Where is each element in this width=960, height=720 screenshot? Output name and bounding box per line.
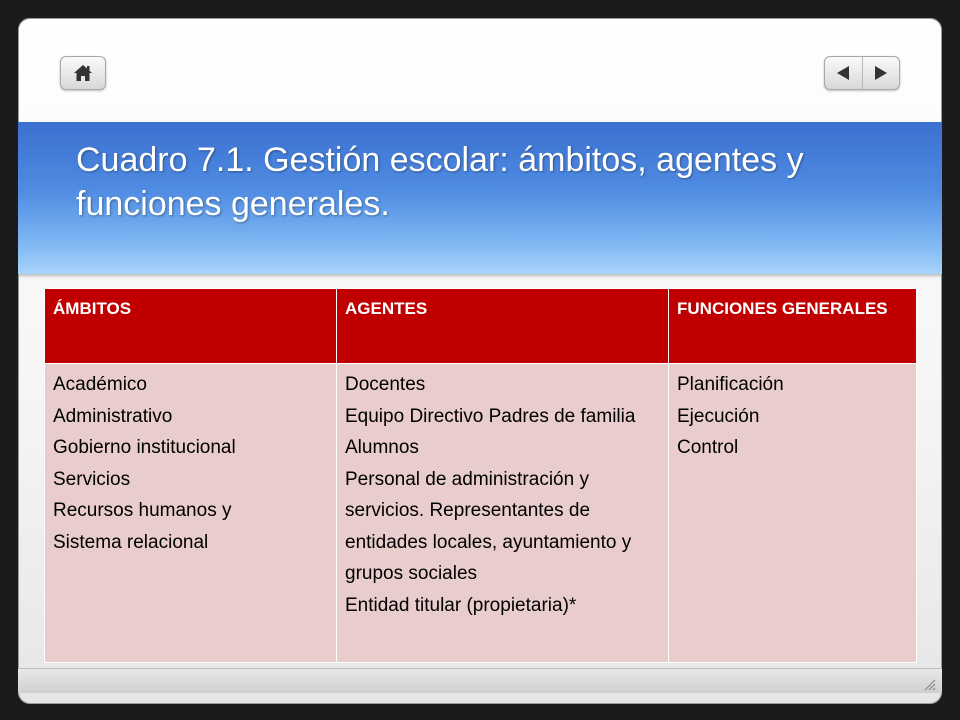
home-icon bbox=[73, 64, 93, 82]
title-band bbox=[18, 122, 942, 274]
list-item: Sistema relacional bbox=[53, 531, 209, 553]
list-item: Ejecución bbox=[677, 405, 760, 427]
header-agentes: AGENTES bbox=[337, 289, 669, 364]
slide bbox=[18, 18, 942, 704]
header-funciones-generales: FUNCIONES GENERALES bbox=[669, 289, 917, 364]
list-item: Administrativo bbox=[53, 405, 173, 427]
header-ambitos: ÁMBITOS bbox=[45, 289, 337, 364]
slide-navigation bbox=[824, 56, 900, 90]
list-item: Docentes bbox=[345, 374, 426, 395]
triangle-left-icon bbox=[836, 65, 850, 81]
table-header-row bbox=[45, 289, 917, 364]
list-item: Control bbox=[677, 437, 739, 458]
resize-grip-icon[interactable] bbox=[922, 677, 936, 691]
list-item: Servicios bbox=[53, 468, 131, 490]
list-item: Académico bbox=[53, 374, 147, 395]
cell-funciones bbox=[669, 364, 917, 663]
footer-bar bbox=[18, 668, 942, 693]
cell-agentes bbox=[337, 364, 669, 663]
list-item: Equipo Directivo Padres de familia Alumnos bbox=[345, 405, 636, 458]
home-button[interactable] bbox=[60, 56, 106, 90]
list-item: Entidad titular (propietaria)* bbox=[345, 594, 577, 616]
table-row bbox=[45, 364, 917, 663]
list-item: Gobierno institucional bbox=[53, 437, 236, 458]
gestion-table bbox=[44, 288, 917, 663]
triangle-right-icon bbox=[874, 65, 888, 81]
list-item: Planificación bbox=[677, 374, 784, 395]
list-item: Recursos humanos y bbox=[53, 500, 232, 521]
cell-ambitos bbox=[45, 364, 337, 663]
next-slide-button[interactable] bbox=[862, 57, 900, 89]
previous-slide-button[interactable] bbox=[825, 57, 862, 89]
list-item: Personal de administración y servicios. Representantes de entidades locales, ayuntamiento y grupos sociales bbox=[345, 468, 632, 584]
slide-title: Cuadro 7.1. Gestión escolar: ámbitos, agentes y funciones generales. bbox=[76, 141, 804, 223]
